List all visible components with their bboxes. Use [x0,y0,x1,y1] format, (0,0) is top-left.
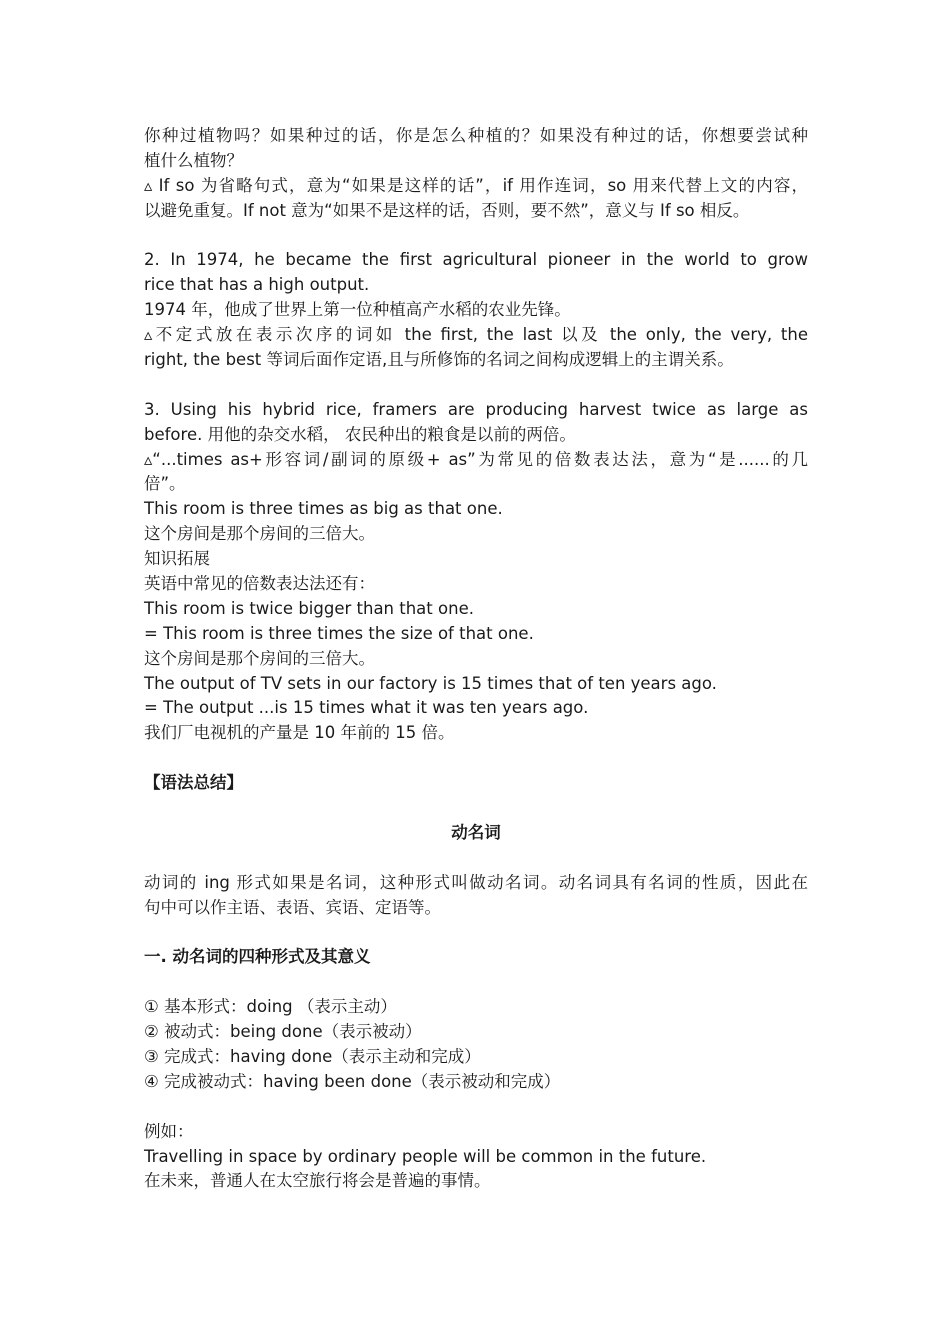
spacer [144,796,808,821]
example-label: 例如： [144,1121,194,1141]
section-heading: 一. 动名词的四种形式及其意义 [144,947,371,967]
list-item: ② 被动式：being done（表示被动） [144,1022,422,1042]
gerund-title: 动名词 [451,822,501,842]
text-line: 2. In 1974, he became the first agricultural pioneer in the world to grow [144,250,808,270]
spacer [144,846,808,871]
text-line: ▵ If so 为省略句式，意为“如果是这样的话”，if 用作连词，so 用来代替上文的内容， [144,175,808,195]
text-line: = This room is three times the size of that one. [144,623,534,643]
list-item: ① 基本形式：doing （表示主动） [144,997,397,1017]
example-english: Travelling in space by ordinary people will be common in the future. [144,1146,707,1166]
gerund-forms-list [144,995,808,1095]
text-line: 植什么植物？ [144,150,243,170]
example-block [144,1120,808,1195]
grammar-summary-heading: 【语法总结】 [144,773,243,793]
text-line: 这个房间是那个房间的三倍大。 [144,648,375,668]
text-line: 句中可以作主语、表语、宾语、定语等。 [144,897,441,917]
paragraph-sentence-3 [144,398,808,746]
paragraph-sentence-2 [144,248,808,372]
text-line: 你种过植物吗？如果种过的话，你是怎么种植的？如果没有种过的话，你想要尝试种 [144,126,808,145]
paragraph-planting-question [144,124,808,224]
text-line: 知识拓展 [144,549,210,569]
list-item: ④ 完成被动式：having been done（表示被动和完成） [144,1071,561,1091]
text-line: 我们厂电视机的产量是 10 年前的 15 倍。 [144,723,455,743]
spacer [144,1095,808,1120]
spacer [144,921,808,946]
text-line: 1974 年，他成了世界上第一位种植高产水稻的农业先锋。 [144,300,571,320]
text-line: 动词的 ing 形式如果是名词，这种形式叫做动名词。动名词具有名词的性质，因此在 [144,872,808,892]
text-line: = The output ...is 15 times what it was ten years ago. [144,698,589,718]
text-line: 以避免重复。If not 意为“如果不是这样的话，否则，要不然”，意义与 If so 相反。 [144,200,750,220]
text-line: 这个房间是那个房间的三倍大。 [144,524,375,544]
spacer [144,373,808,398]
text-line: rice that has a high output. [144,275,370,295]
text-line: ▵“...times as+形容词/副词的原级+ as”为常见的倍数表达法，意为“是......的几 [144,449,808,469]
text-line: before. 用他的杂交水稻， 农民种出的粮食是以前的两倍。 [144,424,576,444]
text-line: This room is twice bigger than that one. [144,598,474,618]
text-line: This room is three times as big as that one. [144,499,503,519]
document-page [144,124,808,1194]
spacer [144,224,808,249]
list-item: ③ 完成式：having done（表示主动和完成） [144,1046,481,1066]
example-chinese: 在未来，普通人在太空旅行将会是普遍的事情。 [144,1171,491,1191]
spacer [144,970,808,995]
text-line: 英语中常见的倍数表达法还有： [144,574,375,594]
gerund-intro [144,871,808,921]
text-line: The output of TV sets in our factory is 15 times that of ten years ago. [144,673,717,693]
text-line: right, the best 等词后面作定语,且与所修饰的名词之间构成逻辑上的主谓关系。 [144,350,734,370]
spacer [144,746,808,771]
text-line: ▵不定式放在表示次序的词如 the first, the last 以及 the only, the very, the [144,325,808,345]
text-line: 倍”。 [144,474,186,494]
text-line: 3. Using his hybrid rice, framers are producing harvest twice as large as [144,399,808,419]
